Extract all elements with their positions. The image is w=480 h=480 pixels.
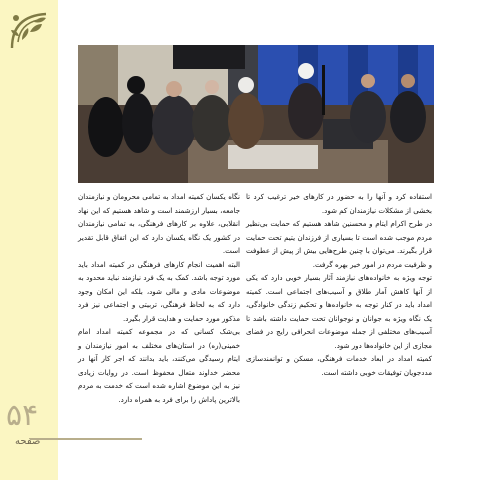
paragraph: در طرح اکرام ایتام و محسنین شاهد هستیم که حمایت بی‌نظیر مردم موجب شده است تا بسیاری از فرزندان یتیم تحت حمایت قرار بگیرند. می‌توان با چنین طرح‌هایی بیش از پیش از عطوفت و ظرفیت مردم در امور خیر بهره گرفت. [246,219,432,269]
text-column-right [246,190,432,379]
text-column-left [78,190,240,406]
paragraph: البته اهمیت انجام کارهای فرهنگی در کمیته امداد باید مورد توجه باشد. کمک به یک فرد نیازمند نباید محدود به موضوعات مادی و مالی شود، بلکه این امکان وجود دارد که به لحاظ فرهنگی، تربیتی و اجتماعی نیز فرد مذکور مورد حمایت و هدایت قرار بگیرد. [78,259,240,323]
paragraph: کمیته امداد در ابعاد خدمات فرهنگی، مسکن و توانمندسازی مددجویان توفیقات خوبی داشته است. [246,354,432,377]
page-label: صفحه [15,436,41,447]
paragraph: توجه ویژه به خانواده‌های نیازمند آثار بسیار خوبی دارد که یکی از آنها کاهش آمار طلاق و آسیب‌های اجتماعی است. کمیته امداد باید در کنار توجه به خانواده‌ها و تحکیم زندگی خانوادگی، یک نگاه ویژه به جوانان و نوجوانان تحت حمایت داشته باشد تا آسیب‌های مختلفی از جمله موضوعات انحرافی رایج در فضای مجازی از این خانواده‌ها دور شود. [246,273,432,350]
floral-ornament-icon [8,10,50,52]
meeting-photo [78,45,434,183]
paragraph: نگاه یکسان کمیته امداد به تمامی محرومان و نیازمندان جامعه، بسیار ارزشمند است و شاهد هستیم که این نهاد انقلابی، علاوه بر کارهای فرهنگی، به تمامی نیازمندان در کشور یک نگاه یکسان دارد که این اتفاق قابل تقدیر است. [78,192,240,255]
paragraph: استفاده کرد و آنها را به حضور در کارهای خیر ترغیب کرد تا بخشی از مشکلات نیازمندان کم شود. [246,192,432,215]
paragraph: بی‌شک کسانی که در مجموعه کمیته امداد امام خمینی(ره) در استان‌های مختلف به امور نیازمندان و ایتام رسیدگی می‌کنند، باید بدانند که اجر کار آنها در محضر خداوند متعال محفوظ است. در روایات زیادی نیز به این موضوع اشاره شده است که خدمت به مردم بالاترین پاداش را برای فرد به همراه دارد. [78,327,240,404]
page-number: ۵۴ [6,398,39,433]
page-number-rule [30,438,142,440]
